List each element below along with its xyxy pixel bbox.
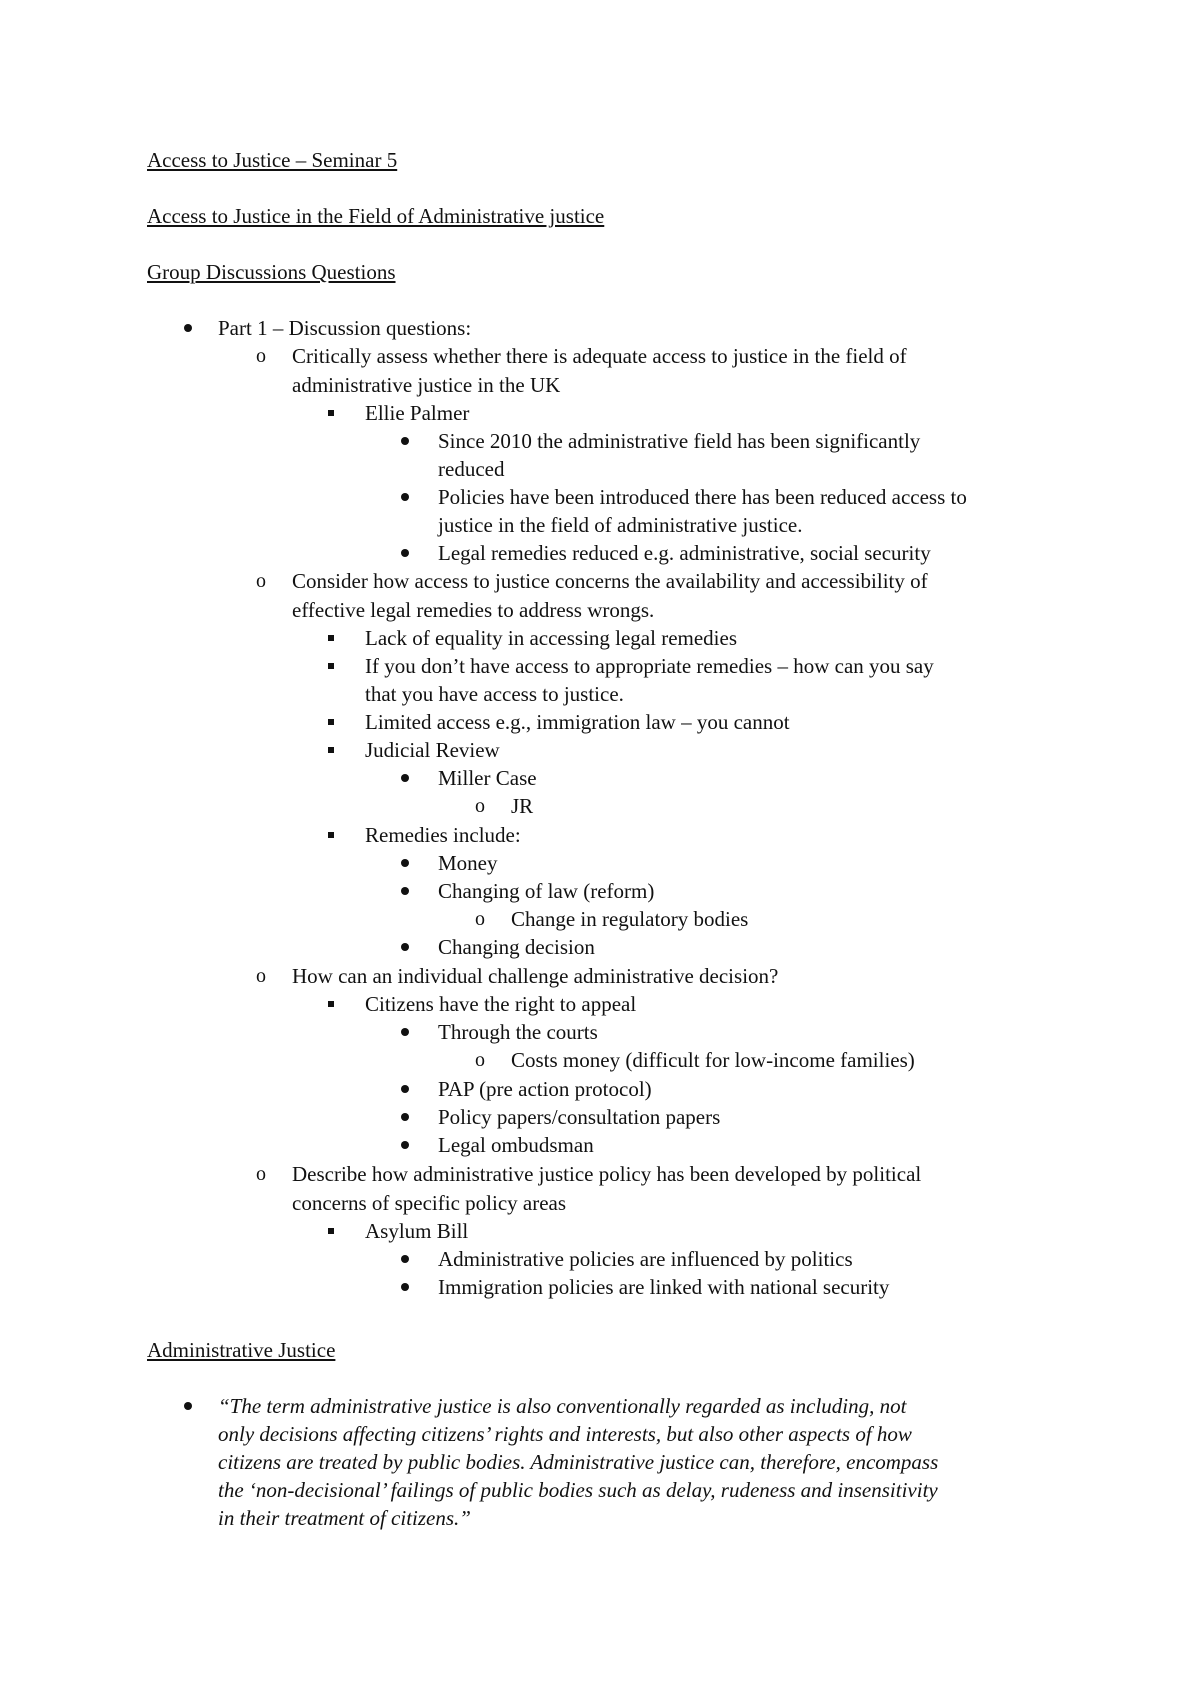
quote-line: citizens are treated by public bodies. Administrative justice can, therefore, encompass (218, 1450, 939, 1474)
point-text-continued: justice in the field of administrative justice. (438, 513, 803, 537)
point-text-continued: reduced (438, 457, 505, 481)
point-text: Changing of law (reform) (438, 879, 655, 903)
list-item (365, 821, 521, 849)
list-item (438, 1131, 594, 1159)
quote-line: “The term administrative justice is also conventionally regarded as including, not (218, 1394, 907, 1418)
bullet-dot-icon (401, 437, 409, 445)
point-text: Policies have been introduced there has been reduced access to (438, 485, 967, 509)
list-item (365, 1217, 468, 1245)
point-text: Since 2010 the administrative field has been significantly (438, 429, 921, 453)
question-text: Critically assess whether there is adequate access to justice in the field of (292, 344, 907, 368)
list-item (438, 1103, 720, 1131)
bullet-square-icon (328, 832, 334, 838)
point-text: Citizens have the right to appeal (365, 992, 637, 1016)
section-heading: Group Discussions Questions (147, 260, 396, 284)
list-item (438, 933, 595, 961)
bullet-dot-icon (184, 324, 192, 332)
bullet-square-icon (328, 635, 334, 641)
question-text-continued: effective legal remedies to address wrongs. (292, 598, 655, 622)
point-text: JR (511, 794, 534, 818)
bullet-circle-icon: o (475, 908, 485, 930)
list-item (438, 483, 967, 511)
question-text-continued: administrative justice in the UK (292, 373, 561, 397)
point-text: Asylum Bill (365, 1219, 469, 1243)
list-item (438, 1075, 652, 1103)
question-text: How can an individual challenge administrative decision? (292, 964, 779, 988)
question-text: Consider how access to justice concerns the availability and accessibility of (292, 569, 928, 593)
document-subtitle: Access to Justice in the Field of Administrative justice (147, 204, 605, 228)
bullet-dot-icon (401, 1255, 409, 1263)
point-text: Remedies include: (365, 823, 521, 847)
bullet-square-icon (328, 719, 334, 725)
list-item (256, 1160, 922, 1188)
quote-line: the ‘non-decisional’ failings of public bodies such as delay, rudeness and insensitivity (218, 1478, 938, 1502)
bullet-dot-icon (401, 943, 409, 951)
point-text: Policy papers/consultation papers (438, 1105, 721, 1129)
point-text: Changing decision (438, 935, 595, 959)
bullet-dot-icon (401, 493, 409, 501)
bullet-circle-icon: o (475, 795, 485, 817)
bullet-circle-icon: o (256, 570, 266, 592)
list-item (365, 708, 790, 736)
point-text: Judicial Review (365, 738, 500, 762)
point-text: If you don’t have access to appropriate remedies – how can you say (365, 654, 934, 678)
bullet-dot-icon (401, 1141, 409, 1149)
bullet-dot-icon (401, 1113, 409, 1121)
admin-justice-heading: Administrative Justice (147, 1338, 336, 1362)
list-item (438, 1018, 598, 1046)
bullet-dot-icon (401, 774, 409, 782)
list-item (256, 342, 907, 370)
list-item (218, 314, 471, 342)
bullet-circle-icon: o (256, 1163, 266, 1185)
list-item (438, 1245, 853, 1273)
list-item (365, 624, 737, 652)
point-text: Legal remedies reduced e.g. administrative, social security (438, 541, 931, 565)
list-item (438, 1273, 889, 1301)
bullet-dot-icon (184, 1402, 192, 1410)
point-text: Through the courts (438, 1020, 598, 1044)
list-item (256, 567, 928, 595)
list-item (438, 539, 931, 567)
point-text: Money (438, 851, 498, 875)
bullet-square-icon (328, 1228, 334, 1234)
bullet-dot-icon (401, 549, 409, 557)
list-item (475, 792, 534, 820)
list-item (365, 736, 500, 764)
bullet-square-icon (328, 1001, 334, 1007)
bullet-circle-icon: o (256, 345, 266, 367)
document-title: Access to Justice – Seminar 5 (147, 148, 398, 172)
bullet-dot-icon (401, 859, 409, 867)
list-item (438, 877, 654, 905)
bullet-circle-icon: o (475, 1049, 485, 1071)
point-text: Lack of equality in accessing legal remedies (365, 626, 738, 650)
point-text: Change in regulatory bodies (511, 907, 749, 931)
bullet-dot-icon (401, 887, 409, 895)
point-text: Legal ombudsman (438, 1133, 594, 1157)
bullet-dot-icon (401, 1028, 409, 1036)
point-text: Administrative policies are influenced by politics (438, 1247, 853, 1271)
point-text: Miller Case (438, 766, 537, 790)
list-item (438, 427, 920, 455)
quote-item (218, 1392, 906, 1420)
contributor-name: Ellie Palmer (365, 401, 470, 425)
point-text-continued: that you have access to justice. (365, 682, 624, 706)
question-text-continued: concerns of specific policy areas (292, 1191, 567, 1215)
question-text: Describe how administrative justice policy has been developed by political (292, 1162, 922, 1186)
point-text: PAP (pre action protocol) (438, 1077, 652, 1101)
part-label: Part 1 – Discussion questions: (218, 316, 472, 340)
bullet-circle-icon: o (256, 965, 266, 987)
bullet-dot-icon (401, 1283, 409, 1291)
list-item (365, 652, 934, 680)
point-text: Costs money (difficult for low-income families) (511, 1048, 915, 1072)
list-item (365, 990, 636, 1018)
bullet-square-icon (328, 410, 334, 416)
point-text: Limited access e.g., immigration law – you cannot (365, 710, 790, 734)
list-item (256, 962, 779, 990)
list-item (475, 1046, 915, 1074)
list-item (475, 905, 749, 933)
list-item (365, 399, 469, 427)
quote-line: only decisions affecting citizens’ rights and interests, but also other aspects of how (218, 1422, 912, 1446)
bullet-dot-icon (401, 1085, 409, 1093)
bullet-square-icon (328, 663, 334, 669)
quote-line: in their treatment of citizens.” (218, 1506, 471, 1530)
bullet-square-icon (328, 747, 334, 753)
list-item (438, 849, 498, 877)
point-text: Immigration policies are linked with national security (438, 1275, 890, 1299)
list-item (438, 764, 537, 792)
